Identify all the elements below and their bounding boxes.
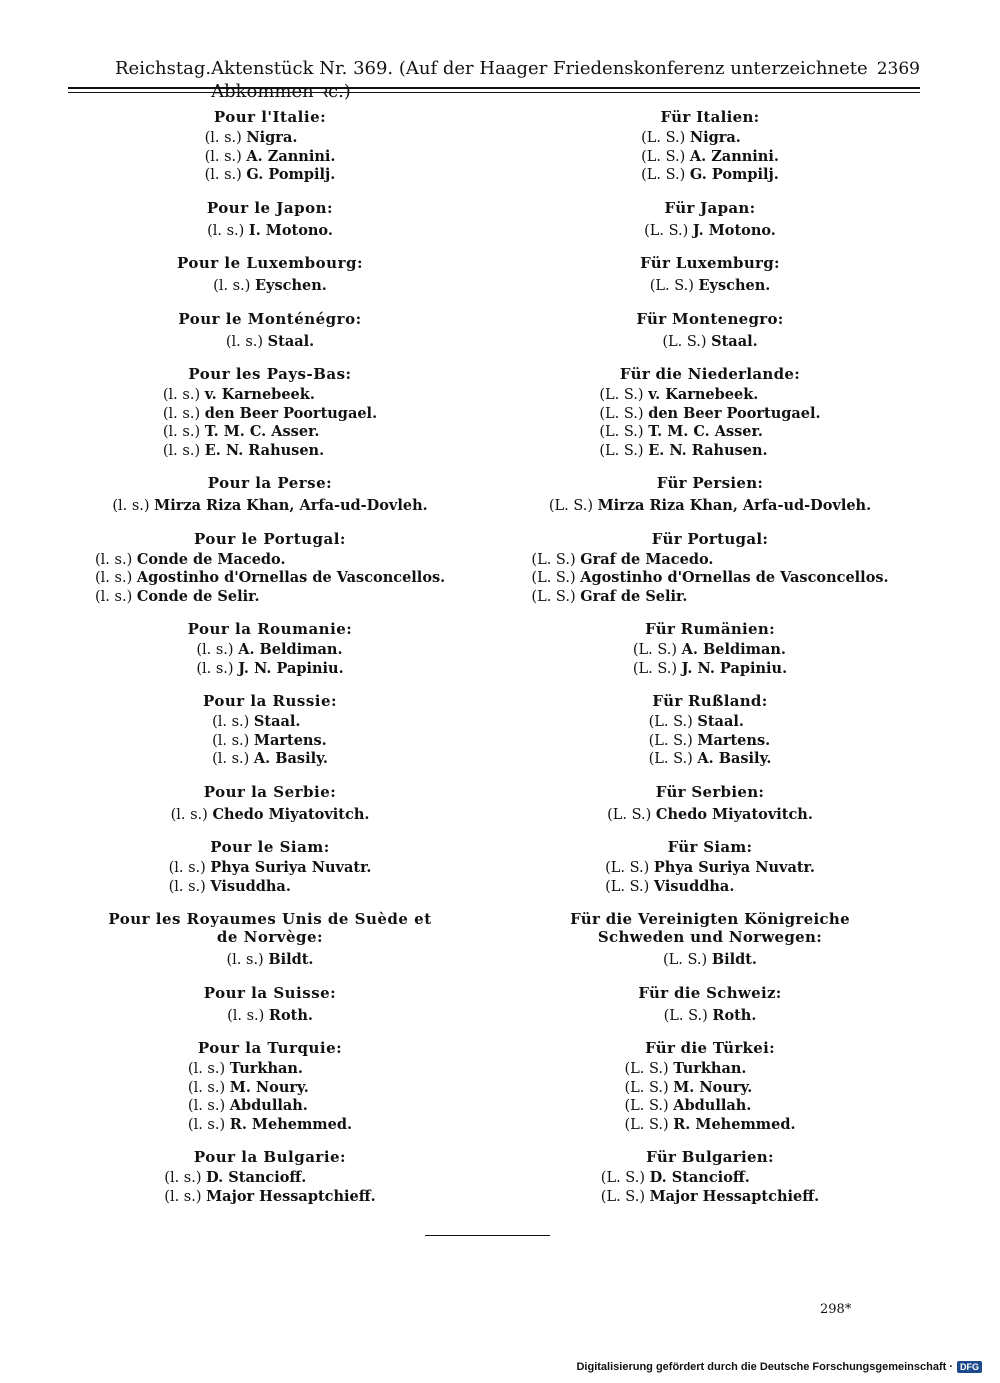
- signature-line: [163, 442, 377, 461]
- signature-list: [549, 497, 871, 516]
- signature-line: [599, 423, 820, 442]
- signature-line: [207, 222, 333, 241]
- seal-mark: (L. S.): [632, 642, 678, 658]
- signatory-name: Staal.: [253, 713, 301, 730]
- seal-mark: (L. S.): [648, 714, 693, 730]
- signature-line: [226, 333, 314, 352]
- header-left: Reichstag.: [115, 58, 212, 79]
- signature-list: [649, 713, 772, 769]
- seal-mark: (L. S.): [662, 333, 707, 350]
- country-heading: Pour la Serbie:: [203, 782, 337, 801]
- signatory-block: [530, 530, 890, 607]
- signatory-block: [95, 620, 445, 678]
- signature-line: [169, 878, 372, 897]
- signatory-name: M. Noury.: [229, 1078, 309, 1096]
- signatory-block: [530, 108, 890, 185]
- seal-mark: (L. S.): [644, 222, 689, 239]
- signatory-block: [530, 838, 890, 896]
- signature-list: [662, 333, 757, 352]
- seal-mark: (l. s.): [170, 806, 208, 823]
- country-heading: Für Italien:: [660, 108, 760, 126]
- signatory-name: Mirza Riza Khan, Arfa-ud-Dovleh.: [154, 497, 428, 514]
- country-heading: Für Luxemburg:: [640, 254, 780, 272]
- seal-mark: (L. S.): [548, 498, 594, 514]
- signatory-name: A. Zannini.: [246, 147, 336, 165]
- seal-mark: (L. S.): [624, 1098, 669, 1114]
- signature-line: [549, 497, 871, 516]
- signatory-name: R. Mehemmed.: [673, 1115, 796, 1133]
- seal-mark: (L. S.): [600, 1188, 645, 1205]
- seal-mark: (l. s.): [187, 1061, 226, 1077]
- signature-line: [624, 1079, 795, 1098]
- header-rule-thin: [68, 92, 920, 93]
- seal-mark: (l. s.): [95, 551, 133, 568]
- seal-mark: (L. S.): [605, 860, 650, 876]
- seal-mark: (l. s.): [226, 952, 264, 968]
- signature-line: [633, 641, 787, 660]
- signatory-block: [95, 692, 445, 769]
- signatory-block: [95, 838, 445, 896]
- seal-mark: (l. s.): [204, 148, 242, 165]
- seal-mark: (l. s.): [212, 714, 250, 730]
- signatory-block: [530, 692, 890, 769]
- signatory-block: [530, 910, 890, 970]
- seal-mark: (l. s.): [213, 278, 251, 294]
- seal-mark: (l. s.): [196, 642, 234, 658]
- closing-rule: [425, 1235, 550, 1236]
- signatory-block: [530, 620, 890, 678]
- signatory-name: Turkhan.: [229, 1060, 303, 1077]
- signatory-block: [95, 1148, 445, 1206]
- signatory-name: A. Basily.: [697, 750, 772, 767]
- signature-line: [531, 588, 888, 607]
- signature-line: [644, 222, 776, 241]
- seal-mark: (l. s.): [187, 1079, 226, 1096]
- signature-line: [112, 497, 427, 516]
- signatory-name: Major Hessaptchieff.: [206, 1187, 376, 1205]
- seal-mark: (L. S.): [663, 952, 708, 968]
- country-heading: Für Montenegro:: [636, 309, 784, 328]
- signature-line: [531, 569, 888, 588]
- signature-line: [163, 386, 377, 405]
- signatory-block: [530, 199, 890, 241]
- signatory-name: Chedo Miyatovitch.: [655, 805, 813, 823]
- seal-mark: (L. S.): [599, 424, 644, 440]
- signature-line: [624, 1097, 795, 1116]
- seal-mark: (l. s.): [207, 222, 245, 239]
- signatory-name: Eyschen.: [698, 277, 771, 294]
- country-heading: Pour la Russie:: [202, 692, 338, 710]
- signatory-name: T. M. C. Asser.: [648, 423, 763, 440]
- country-heading: Für Rußland:: [652, 692, 768, 710]
- signature-line: [212, 750, 328, 769]
- signatory-name: J. Motono.: [692, 221, 776, 239]
- signature-list: [169, 859, 372, 896]
- seal-mark: (l. s.): [164, 1170, 202, 1186]
- signature-line: [163, 405, 377, 424]
- signature-line: [95, 588, 445, 607]
- page-number: 2369: [876, 59, 920, 79]
- signatory-block: [530, 783, 890, 825]
- country-heading: Pour la Turquie:: [197, 1039, 343, 1057]
- dfg-logo: DFG: [957, 1361, 982, 1373]
- signatory-block: [95, 984, 445, 1026]
- signature-list: [213, 277, 327, 296]
- signature-line: [650, 277, 771, 296]
- signature-line: [171, 806, 370, 825]
- signature-line: [213, 277, 327, 296]
- signature-list: [188, 1060, 352, 1134]
- signature-list: [531, 551, 888, 607]
- signatory-block: [530, 310, 890, 352]
- signature-list: [227, 1007, 313, 1026]
- signatory-name: Graf de Selir.: [580, 587, 688, 605]
- signature-list: [599, 386, 820, 460]
- signature-line: [164, 1169, 375, 1188]
- signatory-block: [95, 910, 445, 970]
- signature-list: [226, 333, 314, 352]
- signature-line: [163, 423, 377, 442]
- signatory-block: [95, 254, 445, 296]
- signatory-name: Staal.: [267, 332, 315, 350]
- signatory-block: [530, 365, 890, 460]
- signatory-name: Eyschen.: [255, 277, 327, 294]
- seal-mark: (l. s.): [162, 424, 201, 440]
- country-heading: Für Japan:: [664, 198, 756, 217]
- signatory-block: [530, 1148, 890, 1206]
- country-heading: Pour le Japon:: [206, 198, 334, 217]
- signatory-name: J. N. Papiniu.: [238, 659, 344, 677]
- country-heading: Für Portugal:: [651, 529, 769, 548]
- signatory-name: M. Noury.: [673, 1078, 753, 1096]
- signatory-name: A. Beldiman.: [681, 641, 786, 658]
- signatory-block: [95, 474, 445, 516]
- credit-text: Digitalisierung gefördert durch die Deutsche Forschungsgemeinschaft ·: [576, 1361, 953, 1373]
- signature-line: [641, 129, 779, 148]
- country-heading: Pour le Luxembourg:: [176, 254, 363, 272]
- seal-mark: (L. S.): [649, 278, 694, 294]
- signatory-name: Bildt.: [711, 951, 757, 968]
- running-header: [115, 58, 920, 103]
- seal-mark: (l. s.): [95, 570, 133, 586]
- signature-list: [644, 222, 776, 241]
- seal-mark: (L. S.): [663, 1007, 708, 1024]
- seal-mark: (l. s.): [162, 442, 201, 459]
- signature-list: [641, 129, 779, 185]
- country-heading: Pour le Portugal:: [194, 529, 346, 548]
- signature-line: [607, 806, 813, 825]
- signature-line: [649, 732, 772, 751]
- signature-line: [599, 442, 820, 461]
- signatory-name: Visuddha.: [210, 877, 291, 895]
- seal-mark: (L. S.): [624, 1116, 669, 1133]
- country-heading: Für die Vereinigten Königreiche Schweden und Norwegen:: [570, 910, 850, 946]
- signature-list: [212, 713, 328, 769]
- seal-mark: (L. S.): [600, 1170, 645, 1186]
- seal-mark: (l. s.): [162, 405, 201, 422]
- seal-mark: (l. s.): [168, 878, 206, 895]
- country-heading: Für die Schweiz:: [638, 983, 782, 1002]
- signature-list: [112, 497, 427, 516]
- seal-mark: (L. S.): [531, 588, 576, 605]
- country-heading: Für Siam:: [667, 838, 753, 856]
- seal-mark: (l. s.): [168, 860, 206, 876]
- signature-line: [95, 551, 445, 570]
- signatory-name: Martens.: [253, 731, 327, 749]
- signatory-name: Roth.: [712, 1006, 757, 1024]
- signature-line: [188, 1060, 352, 1079]
- seal-mark: (L. S.): [641, 148, 686, 165]
- signature-line: [227, 1007, 313, 1026]
- country-heading: Für Serbien:: [655, 782, 765, 801]
- signatory-name: D. Stancioff.: [649, 1169, 750, 1186]
- seal-mark: (L. S.): [531, 551, 576, 568]
- seal-mark: (l. s.): [164, 1188, 202, 1205]
- seal-mark: (L. S.): [648, 732, 693, 749]
- seal-mark: (L. S.): [641, 130, 686, 146]
- signatory-name: Phya Suriya Nuvatr.: [210, 859, 372, 876]
- signature-list: [601, 1169, 819, 1206]
- seal-mark: (l. s.): [95, 588, 133, 605]
- signature-list: [663, 951, 757, 970]
- signature-line: [205, 166, 336, 185]
- seal-mark: (L. S.): [641, 167, 686, 183]
- signature-line: [531, 551, 888, 570]
- signatory-block: [95, 783, 445, 825]
- seal-mark: (L. S.): [624, 1079, 669, 1096]
- country-heading: Für die Niederlande:: [619, 365, 801, 383]
- signatory-name: den Beer Poortugael.: [204, 404, 378, 422]
- signatory-name: Graf de Macedo.: [580, 550, 714, 568]
- seal-mark: (l. s.): [162, 387, 201, 403]
- signatory-block: [95, 199, 445, 241]
- signature-line: [599, 386, 820, 405]
- signatory-name: Staal.: [711, 332, 758, 350]
- digitization-credit: [576, 1361, 982, 1373]
- country-heading: Für die Türkei:: [645, 1039, 775, 1057]
- seal-mark: (l. s.): [196, 660, 234, 677]
- signatory-block: [530, 254, 890, 296]
- signature-line: [212, 713, 328, 732]
- signatory-block: [95, 530, 445, 607]
- signature-list: [207, 222, 333, 241]
- country-heading: Für Persien:: [656, 474, 764, 492]
- seal-mark: (l. s.): [187, 1098, 226, 1114]
- signature-line: [641, 166, 779, 185]
- sheet-mark: 298*: [820, 1302, 852, 1317]
- signatory-name: Staal.: [697, 713, 744, 730]
- signatory-name: Chedo Miyatovitch.: [212, 805, 370, 823]
- signatory-name: Nigra.: [246, 129, 298, 146]
- signature-line: [601, 1188, 819, 1207]
- signatory-name: Abdullah.: [673, 1097, 752, 1114]
- signatory-name: T. M. C. Asser.: [204, 423, 320, 440]
- signatory-name: E. N. Rahusen.: [204, 441, 325, 459]
- signature-list: [650, 277, 771, 296]
- signatory-name: v. Karnebeek.: [648, 386, 759, 403]
- signatory-name: Nigra.: [689, 129, 741, 146]
- country-heading: Für Rumänien:: [645, 620, 775, 638]
- seal-mark: (L. S.): [632, 660, 678, 677]
- country-heading: Pour le Siam:: [210, 838, 330, 856]
- signature-list: [95, 551, 445, 607]
- signature-line: [649, 750, 772, 769]
- country-heading: Pour les Royaumes Unis de Suède et de Norvège:: [108, 910, 432, 946]
- seal-mark: (L. S.): [599, 387, 644, 403]
- seal-mark: (l. s.): [112, 498, 150, 514]
- signature-list: [607, 806, 813, 825]
- french-signature-column: [95, 108, 445, 1220]
- seal-mark: (L. S.): [605, 878, 650, 895]
- country-heading: Pour la Bulgarie:: [193, 1148, 347, 1166]
- signature-list: [624, 1060, 795, 1134]
- seal-mark: (l. s.): [225, 333, 264, 350]
- signature-line: [188, 1116, 352, 1135]
- signature-line: [662, 333, 757, 352]
- signatory-block: [95, 1039, 445, 1134]
- seal-mark: (l. s.): [212, 751, 250, 767]
- signature-line: [205, 129, 336, 148]
- signature-line: [624, 1116, 795, 1135]
- seal-mark: (l. s.): [227, 1007, 265, 1024]
- signatory-block: [530, 474, 890, 516]
- signatory-name: Phya Suriya Nuvatr.: [653, 859, 815, 876]
- signature-line: [641, 148, 779, 167]
- seal-mark: (L. S.): [648, 751, 693, 767]
- signature-line: [205, 148, 336, 167]
- country-heading: Pour la Roumanie:: [187, 620, 353, 638]
- signatory-name: Major Hessaptchieff.: [649, 1187, 820, 1205]
- signature-list: [633, 641, 787, 678]
- signature-list: [664, 1007, 757, 1026]
- signatory-name: den Beer Poortugael.: [648, 404, 821, 422]
- seal-mark: (l. s.): [204, 130, 242, 146]
- signature-list: [164, 1169, 375, 1206]
- signature-line: [188, 1079, 352, 1098]
- signature-list: [163, 386, 377, 460]
- seal-mark: (l. s.): [187, 1116, 226, 1133]
- signature-line: [605, 859, 815, 878]
- signature-list: [605, 859, 815, 896]
- signature-line: [169, 859, 372, 878]
- signature-list: [171, 806, 370, 825]
- header-rule-thick: [68, 87, 920, 89]
- signatory-name: G. Pompilj.: [689, 166, 779, 183]
- signatory-name: Conde de Selir.: [136, 587, 260, 605]
- signatory-name: A. Zannini.: [689, 147, 779, 165]
- signature-line: [624, 1060, 795, 1079]
- signatory-name: Turkhan.: [673, 1060, 747, 1077]
- signature-line: [212, 732, 328, 751]
- seal-mark: (l. s.): [204, 167, 242, 183]
- country-heading: Pour le Monténégro:: [178, 309, 362, 328]
- signatory-name: D. Stancioff.: [206, 1169, 307, 1186]
- signature-line: [164, 1188, 375, 1207]
- signatory-name: Bildt.: [268, 951, 314, 968]
- signatory-name: A. Basily.: [253, 750, 328, 767]
- signatory-block: [95, 108, 445, 185]
- country-heading: Pour la Suisse:: [203, 983, 337, 1002]
- country-heading: Pour la Perse:: [207, 474, 333, 492]
- signature-line: [605, 878, 815, 897]
- signature-line: [196, 660, 343, 679]
- signatory-name: Agostinho d'Ornellas de Vasconcellos.: [580, 569, 889, 586]
- header-title: Aktenstück Nr. 369. (Auf der Haager Friedenskonferenz unterzeichnete Abkommen ꝛc.): [211, 58, 868, 102]
- seal-mark: (L. S.): [607, 806, 652, 823]
- signature-line: [664, 1007, 757, 1026]
- seal-mark: (l. s.): [212, 732, 250, 749]
- signature-line: [633, 660, 787, 679]
- seal-mark: (L. S.): [624, 1061, 669, 1077]
- signatory-name: R. Mehemmed.: [229, 1115, 353, 1133]
- signatory-name: Agostinho d'Ornellas de Vasconcellos.: [136, 569, 446, 586]
- signature-list: [226, 951, 313, 970]
- signature-list: [205, 129, 336, 185]
- seal-mark: (L. S.): [599, 442, 644, 459]
- signatory-name: Abdullah.: [229, 1097, 308, 1114]
- signatory-name: Roth.: [268, 1006, 313, 1024]
- signatory-name: Mirza Riza Khan, Arfa-ud-Dovleh.: [597, 497, 872, 514]
- signatory-name: I. Motono.: [248, 221, 333, 239]
- signature-line: [95, 569, 445, 588]
- signatory-name: Martens.: [697, 731, 771, 749]
- signatory-name: v. Karnebeek.: [204, 386, 315, 403]
- signature-line: [649, 713, 772, 732]
- signatory-name: E. N. Rahusen.: [648, 441, 768, 459]
- signature-line: [601, 1169, 819, 1188]
- signatory-name: G. Pompilj.: [246, 166, 336, 183]
- signatory-name: A. Beldiman.: [238, 641, 343, 658]
- seal-mark: (L. S.): [531, 570, 576, 586]
- signature-list: [196, 641, 343, 678]
- seal-mark: (L. S.): [599, 405, 644, 422]
- signature-line: [226, 951, 313, 970]
- signature-line: [188, 1097, 352, 1116]
- signature-line: [196, 641, 343, 660]
- signature-line: [663, 951, 757, 970]
- signatory-name: Visuddha.: [653, 877, 735, 895]
- signatory-block: [530, 984, 890, 1026]
- signatory-name: J. N. Papiniu.: [681, 659, 788, 677]
- country-heading: Pour les Pays-Bas:: [188, 365, 352, 383]
- country-heading: Für Bulgarien:: [646, 1148, 774, 1166]
- signatory-name: Conde de Macedo.: [136, 550, 286, 568]
- signatory-block: [95, 310, 445, 352]
- signatory-block: [530, 1039, 890, 1134]
- german-signature-column: [530, 108, 890, 1220]
- signature-line: [599, 405, 820, 424]
- country-heading: Pour l'Italie:: [213, 108, 327, 126]
- signatory-block: [95, 365, 445, 460]
